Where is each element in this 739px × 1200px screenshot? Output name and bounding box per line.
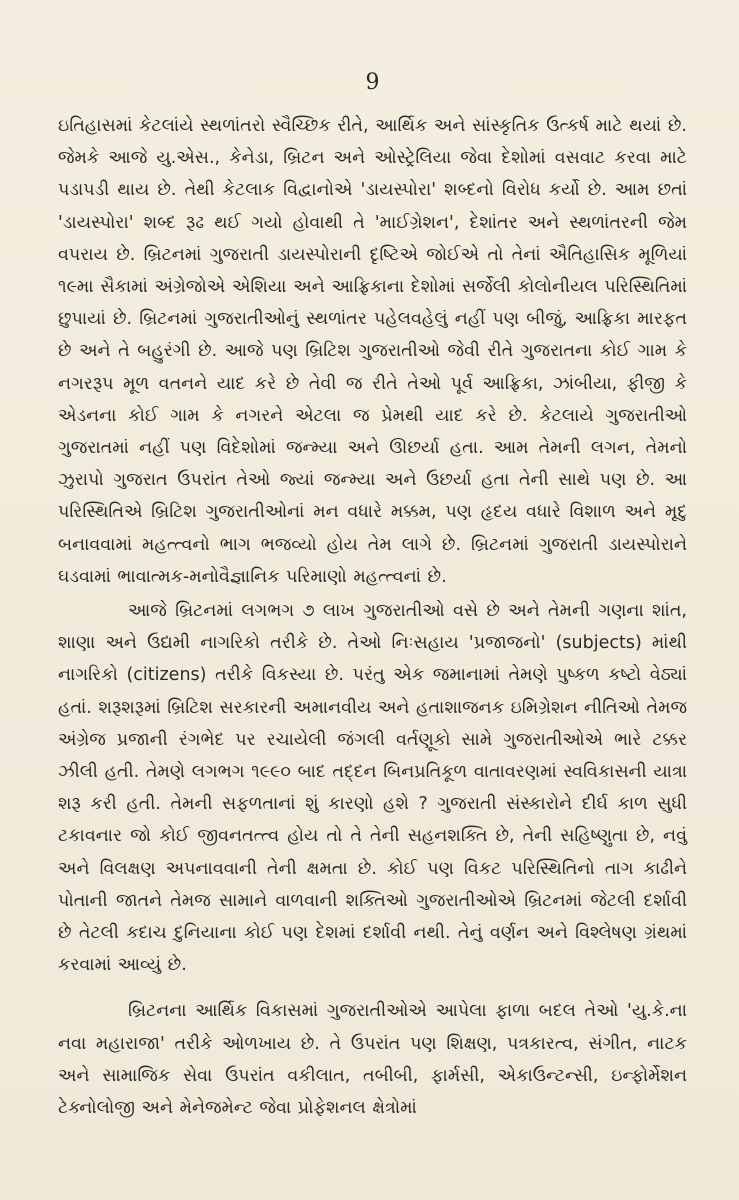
paragraph-1: ઇતિહાસમાં કેટલાંયે સ્થળાંતરો સ્વૈચ્છિક રીતે, આર્થિક અને સાંસ્કૃતિક ઉત્કર્ષ માટે થયાં છે. જેમકે આજે યુ.એસ., કેનેડા, બ્રિટન અને ઓસ્ટ્રેલિયા જેવા દેશોમાં વસવાટ કરવા માટે પડાપડી થાય છે. તેથી કેટલાક વિદ્વાનોએ 'ડાયસ્પોરા' શબ્દનો વિરોધ કર્યો છે. આમ છતાં 'ડાયસ્પોરા' શબ્દ રૂઢ થઈ ગયો હોવાથી તે 'માઈગ્રેશન', દેશાંતર અને સ્થળાંતરની જેમ વપરાય છે. બ્રિટનમાં ગુજરાતી ડાયસ્પોરાની દૃષ્ટિએ જોઈએ તો તેનાં ઐતિહાસિક મૂળિયાં ૧૯મા સૈકામાં અંગ્રેજોએ એશિયા અને આફ્રિકાના દેશોમાં સર્જેલી કોલોનીયલ પરિસ્થિતિમાં છુપાયાં છે. બ્રિટનમાં ગુજરાતીઓનું સ્થળાંતર પહેલવહેલું નહીં પણ બીજું, આફ્રિકા મારફત છે અને તે બહુરંગી છે. આજે પણ બ્રિટિશ ગુજરાતીઓ જેવી રીતે ગુજરાતના કોઈ ગામ કે નગરરૂપ મૂળ વતનને યાદ કરે છે તેવી જ રીતે તેઓ પૂર્વ આફ્રિકા, ઝાંબીયા, ફીજી કે એડનના કોઈ ગામ કે નગરને એટલા જ પ્રેમથી યાદ કરે છે. કેટલાયે ગુજરાતીઓ ગુજરાતમાં નહીં પણ વિદેશોમાં જન્મ્યા અને ઊછર્યા હતા. આમ તેમની લગન, તેમનો ઝુરાપો ગુજરાત ઉપરાંત તેઓ જ્યાં જન્મ્યા અને ઉછર્યા હતા તેની સાથે પણ છે. આ પરિસ્થિતિએ બ્રિટિશ ગુજરાતીઓનાં મન વધારે મક્કમ, પણ હૃદય વધારે વિશાળ અને મૃદુ બનાવવામાં મહત્ત્વનો ભાગ ભજવ્યો હોય તેમ લાગે છે. બ્રિટનમાં ગુજરાતી ડાયસ્પોરાને ઘડવામાં ભાવાત્મક-મનોવૈજ્ઞાનિક પરિમાણો મહત્ત્વનાં છે.: [58, 116, 687, 587]
page-number: 9: [365, 70, 380, 95]
paragraph-2: આજે બ્રિટનમાં લગભગ ૭ લાખ ગુજરાતીઓ વસે છે અને તેમની ગણના શાંત, શાણા અને ઉદ્યમી નાગરિકો તરીકે છે. તેઓ નિઃસહાય 'પ્રજાજનો' (subjects) માંથી નાગરિકો (citizens) તરીકે વિકસ્યા છે. પરંતુ એક જમાનામાં તેમણે પુષ્કળ કષ્ટો વેઠ્યાં હતાં. શરૂશરૂમાં બ્રિટિશ સરકારની અમાનવીય અને હતાશાજનક ઇમિગ્રેશન નીતિઓ તેમજ અંગ્રેજ પ્રજાની રંગભેદ પર રચાયેલી જંગલી વર્તણૂકો સામે ગુજરાતીઓએ ભારે ટક્કર ઝીલી હતી. તેમણે લગભગ ૧૯૯૦ બાદ તદ્દન બિનપ્રતિકૂળ વાતાવરણમાં સ્વવિકાસની યાત્રા શરૂ કરી હતી. તેમની સફળતાનાં શું કારણો હશે ? ગુજરાતી સંસ્કારોને દીર્ઘ કાળ સુધી ટકાવનાર જો કોઈ જીવનતત્ત્વ હોય તો તે તેની સહનશક્તિ છે, તેની સહિષ્ણુતા છે, નવું અને વિલક્ષણ અપનાવવાની તેની ક્ષમતા છે. કોઈ પણ વિકટ પરિસ્થિતિનો તાગ કાઢીને પોતાની જાતને તેમજ સામાને વાળવાની શક્તિઓ ગુજરાતીઓએ બ્રિટનમાં જેટલી દર્શાવી છે તેટલી કદાચ દુનિયાના કોઈ પણ દેશમાં દર્શાવી નથી. તેનું વર્ણન અને વિશ્લેષણ ગ્રંથમાં કરવામાં આવ્યું છે.: [58, 601, 687, 976]
paragraph-3: બ્રિટનના આર્થિક વિકાસમાં ગુજરાતીઓએ આપેલા ફાળા બદલ તેઓ 'યુ.કે.ના નવા મહારાજા' તરીકે ઓળખાય છે. તે ઉપરાંત પણ શિક્ષણ, પત્રકારત્વ, સંગીત, નાટક અને સામાજિક સેવા ઉપરાંત વકીલાત, તબીબી, ફાર્મસી, એકાઉન્ટન્સી, ઇન્ફોર્મેશન ટેક્નોલોજી અને મેનેજમેન્ટ જેવા પ્રોફેશનલ ક્ષેત્રોમાં: [58, 1001, 687, 1119]
